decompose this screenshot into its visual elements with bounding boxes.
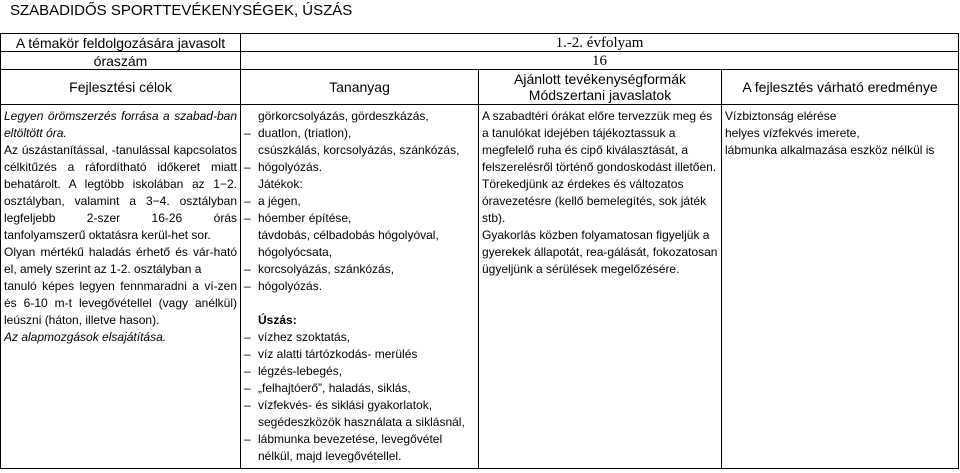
tananyag-line [244,397,475,414]
tananyag-line [244,159,475,176]
tananyag-line [244,176,475,193]
dash-marker: – [244,160,251,174]
result-line-1: Vízbiztonság elérése [725,109,837,123]
header-row-2 [1,52,959,70]
page-title: SZABADIDŐS SPORTTEVÉKENYSÉGEK, ÚSZÁS [10,2,353,19]
tananyag-line-text: vízfekvés- és siklási gyakorlatok, [258,398,433,412]
dash-marker: – [244,211,251,225]
tananyag-line [244,227,475,244]
method-paragraph-2: Törekedjünk az érdekes és változatos óravezetésre (kellő bemelegítés, sok játék stb). [482,177,707,225]
row1-value: 1.-2. évfolyam [241,34,959,52]
method-paragraph-3: Gyakorlás közben folyamatosan figyeljük a gyerekek állapotát, rea-gálását, fokozatosan ügyeljünk a sérülések megelőzésére. [482,228,718,276]
goal-paragraph-3: Olyan mértékű haladás érhető és vár-ható el, amely szerint az 1-2. osztályban a [4,245,237,276]
tananyag-line-text: Játékok: [258,177,303,191]
tananyag-line [244,431,475,448]
tananyag-line [244,108,475,125]
tananyag-line-text: hógolyócsata, [258,245,333,259]
tananyag-line [244,380,475,397]
tananyag-line-text: duatlon, (triatlon), [258,126,352,140]
cell-tananyag [241,105,479,469]
tananyag-line-text: hógolyózás. [258,279,323,293]
dash-marker: – [244,279,251,293]
tananyag-line [244,244,475,261]
result-line-2: helyes vízfekvés imerete, [725,126,860,140]
dash-marker: – [244,364,251,378]
tananyag-line-text: segédeszközök használata a siklásnál, [258,415,465,429]
tananyag-line-text: víz alatti tártózkodás- merülés [258,347,418,361]
tananyag-line [244,278,475,295]
goal-paragraph-1: Legyen örömszerzés forrása a szabad-ban eltöltött óra. [4,109,237,140]
dash-marker: – [244,381,251,395]
tananyag-line [244,448,475,465]
goal-paragraph-4: tanuló képes legyen fennmaradni a ví-zen és 6-10 m-t levegővétellel (vagy anélkül) leúszni (háton, illetve hason). [4,279,237,327]
tananyag-line-text: „felhajtóerő”, haladás, siklás, [258,381,411,395]
tananyag-line-text: légzés-lebegés, [258,364,343,378]
curriculum-table [0,33,959,469]
dash-marker: – [244,330,251,344]
column-header-row [1,70,959,105]
tananyag-line [244,125,475,142]
tananyag-line-text: távdobás, célbadobás hógolyóval, [258,228,439,242]
dash-marker: – [244,347,251,361]
tananyag-line-text: görkorcsolyázás, gördeszkázás, [258,109,429,123]
header-row-1 [1,34,959,52]
method-paragraph-1: A szabadtéri órákat előre tervezzük meg és a tanulókat idejében tájékoztassuk a megfelelő ruha és cipő kiválasztását, a felszerelésről történő gondoskodást illetően. [482,109,717,174]
tananyag-line-text: nélkül, majd levegővétellel. [258,449,402,463]
row2-value: 16 [241,52,959,70]
tananyag-line-text: csúszkálás, korcsolyázás, szánkózás, [258,143,460,157]
row2-label: óraszám [1,52,241,70]
cell-fejlesztesi-celok [1,105,241,469]
tananyag-line [244,142,475,159]
dash-marker: – [244,194,251,208]
dash-marker: – [244,126,251,140]
tananyag-line [244,193,475,210]
col-header-ajanlott-line1: Ajánlott tevékenységformák [514,71,686,87]
content-row [1,105,959,469]
tananyag-line [244,261,475,278]
tananyag-line [244,363,475,380]
tananyag-line [244,329,475,346]
cell-ajanlott [479,105,722,469]
col-header-tananyag: Tananyag [241,70,479,105]
tananyag-line-text: hógolyózás. [258,160,323,174]
goal-paragraph-5: Az alapmozgások elsajátítása. [4,330,167,344]
row1-label: A témakör feldolgozására javasolt [1,34,241,52]
dash-marker: – [244,398,251,412]
cell-eredmeny [722,105,959,469]
col-header-fejlesztesi-celok: Fejlesztési célok [1,70,241,105]
tananyag-line [244,295,475,312]
tananyag-line-text: vízhez szoktatás, [258,330,351,344]
dash-marker: – [244,432,251,446]
tananyag-line-text: korcsolyázás, szánkózás, [258,262,395,276]
col-header-eredmeny: A fejlesztés várható eredménye [722,70,959,105]
tananyag-line-text: Úszás: [258,313,297,327]
goal-paragraph-2: Az úszástanítással, -tanulással kapcsolatos célkitűzés a ráfordítható időkeret miatt behatárolt. A legtöbb iskolában az 1−2. osztályban, valamint a 3−4. osztályban legfeljebb 2-szer 16-26 órás tanfolyamszerű oktatásra kerül-het sor. [4,143,237,242]
dash-marker: – [244,262,251,276]
col-header-ajanlott [479,70,722,105]
tananyag-line [244,210,475,227]
tananyag-line [244,414,475,431]
tananyag-line-text: hóember építése, [258,211,352,225]
tananyag-line [244,312,475,329]
tananyag-line-text: a jégen, [258,194,301,208]
tananyag-line-text: lábmunka bevezetése, levegővétel [258,432,443,446]
result-line-3: lábmunka alkalmazása eszköz nélkül is [725,143,935,157]
col-header-ajanlott-line2: Módszertani javaslatok [528,87,672,103]
tananyag-line [244,346,475,363]
